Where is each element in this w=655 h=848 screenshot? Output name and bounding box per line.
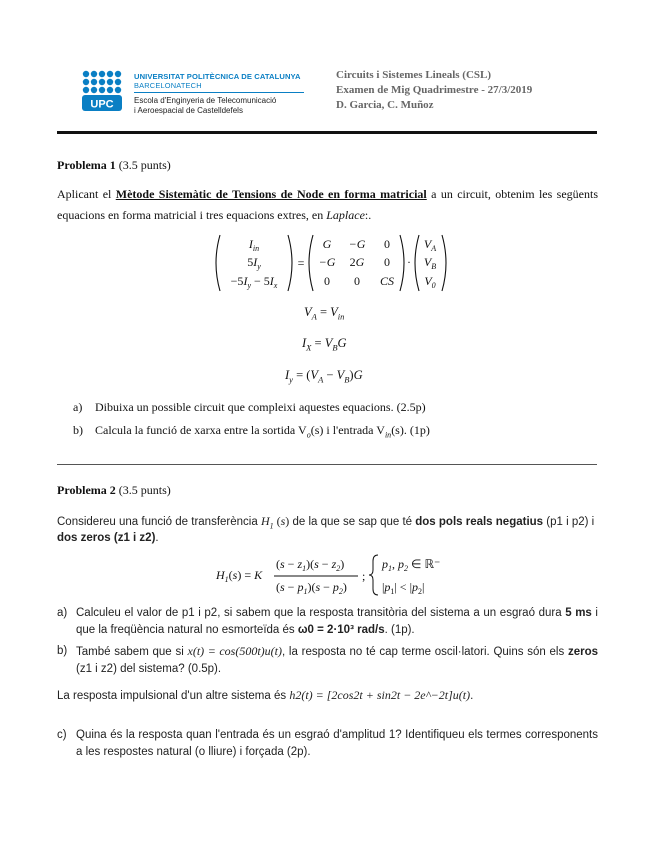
dot-operator: · xyxy=(407,255,411,269)
matrix-cell: −G xyxy=(318,255,336,269)
matrix-cell: CS xyxy=(379,274,395,288)
matrix-cell: G xyxy=(322,237,332,251)
problem-separator xyxy=(57,464,597,465)
problem2-title: Problema 2 (3.5 punts) xyxy=(57,483,171,497)
matrix-cell: 0 xyxy=(384,237,390,251)
problem1-matrix-equation xyxy=(210,232,450,294)
header-divider xyxy=(57,131,597,134)
school-name-line1: Escola d'Enginyeria de Telecomunicació xyxy=(134,96,277,105)
rhs-vo: $V_0$ xyxy=(424,274,436,290)
problem1-eq2: $I_X = V_BG$ xyxy=(302,336,347,353)
problem2-transfer-function xyxy=(212,553,452,597)
exam-title: Examen de Mig Quadrimestre - 27/3/2019 xyxy=(336,84,533,96)
logo-divider xyxy=(134,92,304,93)
rhs-va: $V_A$ xyxy=(423,237,437,253)
formula-denominator: $(s - p_1)(s - p_2)$ xyxy=(276,580,347,596)
condition-1: $p_1$, $p_2$ ∈ ℝ⁻ xyxy=(382,557,441,573)
formula-separator: ; xyxy=(362,569,366,583)
lhs-sum: $-5I_y - 5I_x$ xyxy=(230,274,278,290)
matrix-cell: 0 xyxy=(384,255,390,269)
formula-numerator: $(s - z_1)(s - z_2)$ xyxy=(276,557,345,573)
exam-authors: D. Garcia, C. Muñoz xyxy=(336,99,434,111)
problem1-item-b: b) Calcula la funció de xarxa entre la sortida $V_o(s)$ i l'entrada $V_{in}(s)$. (1p) xyxy=(73,423,430,440)
lhs-5iy: $5I_y$ xyxy=(247,255,261,271)
school-name-line2: i Aeroespacial de Castelldefels xyxy=(134,106,243,115)
problem1-eq1: $V_A = V_{in}$ xyxy=(304,305,345,322)
matrix-cell: 2G xyxy=(349,255,365,269)
problem2-intro-line2: dos zeros (z1 i z2). xyxy=(57,532,159,544)
university-city: BARCELONATECH xyxy=(134,81,202,90)
problem1-title: Problema 1 (3.5 punts) xyxy=(57,158,171,172)
lhs-iin: $I_{in}$ xyxy=(248,237,260,253)
matrix-cell: 0 xyxy=(354,274,360,288)
exam-course: Circuits i Sistemes Lineals (CSL) xyxy=(336,69,492,81)
matrix-cell: 0 xyxy=(324,274,330,288)
problem1-intro: Aplicant el Mètode Sistemàtic de Tensions de Node en forma matricial a un circuit, obtenim les següents equacions en forma matricial i tres equacions extres, en Laplace:. xyxy=(57,187,599,222)
condition-2: $|p_1| < |p_2|$ xyxy=(382,580,425,596)
problem2-intro-line1: Considereu una funció de transferència $H_1$ (s) de la que se sap que té dos pols reals negatius (p1 i p2) i xyxy=(57,514,595,531)
upc-logo-icon xyxy=(82,70,126,112)
equals-sign: = xyxy=(297,256,305,270)
problem1-item-a: a) Dibuixa un possible circuit que compleixi aquestes equacions. (2.5p) xyxy=(73,400,426,414)
matrix-cell: −G xyxy=(348,237,366,251)
problem1-eq3: $I_y = (V_A - V_B)G$ xyxy=(285,368,363,385)
university-name: UNIVERSITAT POLITÈCNICA DE CATALUNYA xyxy=(134,72,301,81)
problem2-impulse-response: La resposta impulsional d'un altre sistema és h2(t) = [2cos2t + sin2t − 2e^−2t]u(t). xyxy=(57,688,474,702)
rhs-vb: $V_B$ xyxy=(423,255,437,271)
formula-lhs: $H_1(s) = K$ xyxy=(216,568,263,584)
logo-text: UPC xyxy=(90,98,114,111)
